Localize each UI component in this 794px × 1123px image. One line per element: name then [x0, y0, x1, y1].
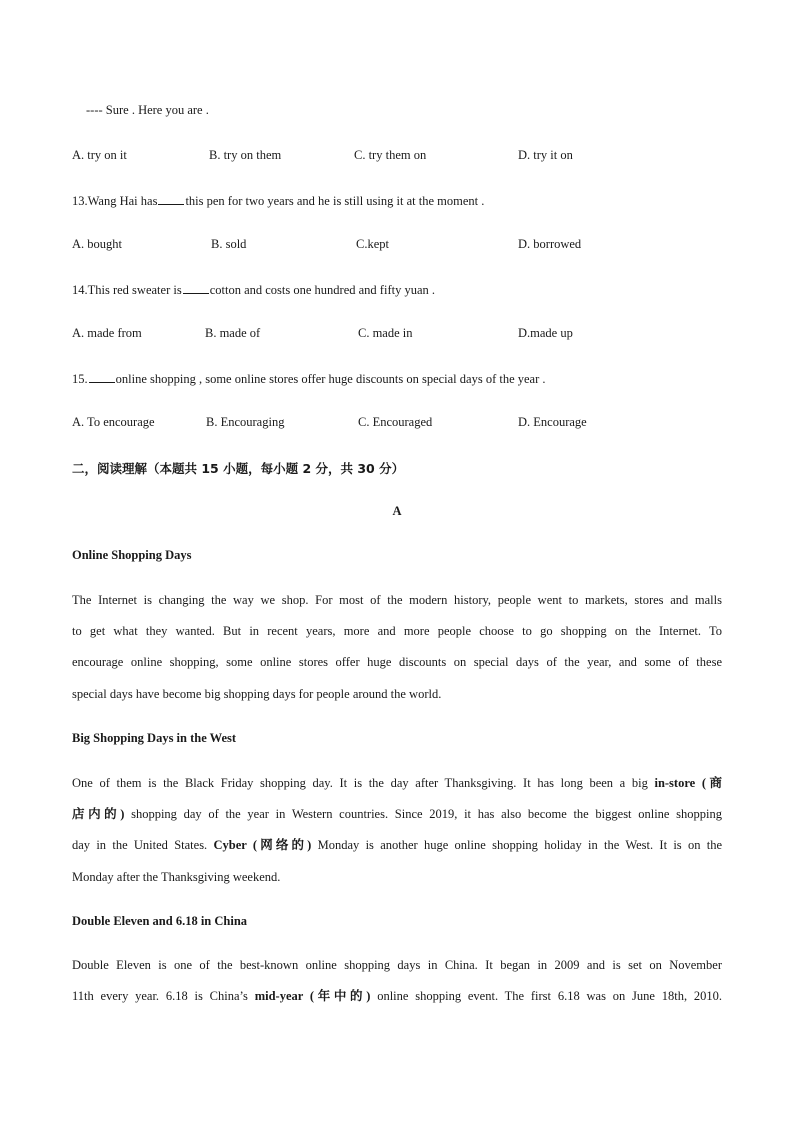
passage-letter: A [392, 504, 402, 518]
p2-l1-term: in-store (商 [654, 776, 722, 790]
paragraph-2 [72, 768, 722, 893]
q14-stem [72, 281, 435, 298]
section-heading: 二，阅读理解（本题共 15 小题，每小题 2 分，共 30 分） [72, 461, 405, 476]
q13-stem [72, 192, 484, 209]
paragraph-3-line [72, 981, 722, 1012]
paragraph-2-line: Monday after the Thanksgiving weekend. [72, 869, 281, 884]
paragraph-2-line [72, 768, 722, 799]
passage-title: Online Shopping Days [72, 548, 192, 562]
q15-option-d: D. Encourage [518, 415, 587, 429]
q13-prefix: 13.Wang Hai has [72, 194, 158, 208]
p3-l2-text-a: 11th every year. 6.18 is China’s [72, 989, 248, 1004]
p2-l3-term: Cyber (网络的) [213, 838, 312, 853]
p2-l3-text-b: Monday is another huge online shopping holiday in the West. It is on the [317, 838, 723, 853]
q13-option-c: C.kept [356, 237, 389, 251]
q13-option-d: D. borrowed [518, 237, 582, 251]
q15-option-b: B. Encouraging [206, 415, 285, 429]
q12-option-a: A. try on it [72, 148, 127, 162]
q15-option-a: A. To encourage [72, 415, 155, 429]
q14-option-c: C. made in [358, 326, 413, 340]
q12-dialogue: ---- Sure . Here you are . [86, 103, 209, 117]
q12-option-b: B. try on them [209, 148, 282, 162]
q14-option-b: B. made of [205, 326, 261, 340]
paragraph-1-line: to get what they wanted. But in recent years, more and more people choose to go shopping on the Internet. To [72, 624, 722, 639]
p3-l2-text-b: online shopping event. The first 6.18 was on June 18th, 2010. [377, 989, 723, 1004]
q15-suffix: online shopping , some online stores offer huge discounts on special days of the year . [115, 372, 546, 386]
paragraph-3 [72, 950, 722, 1012]
paragraph-2-line [72, 830, 722, 861]
q15-stem [72, 370, 546, 387]
q14-option-a: A. made from [72, 326, 142, 340]
q12-option-c: C. try them on [354, 148, 427, 162]
p2-l3-text-a: day in the United States. [72, 838, 208, 853]
p2-l2-term: 店内的) [72, 807, 125, 822]
paragraph-1 [72, 585, 722, 710]
paragraph-2-line [72, 799, 722, 830]
q15-option-c: C. Encouraged [358, 415, 433, 429]
q14-prefix: 14.This red sweater is [72, 283, 182, 297]
paragraph-3-line: Double Eleven is one of the best-known online shopping days in China. It began in 2009 and is set on November [72, 958, 722, 972]
p2-l1-text: One of them is the Black Friday shopping day. It is the day after Thanksgiving. It has long been a big [72, 776, 648, 790]
q15-blank [89, 370, 115, 383]
q13-option-b: B. sold [211, 237, 247, 251]
q14-option-d: D.made up [518, 326, 573, 340]
p3-l2-term: mid-year (年中的) [254, 989, 371, 1004]
subtitle-west: Big Shopping Days in the West [72, 731, 237, 745]
q14-suffix: cotton and costs one hundred and fifty yuan . [209, 283, 435, 297]
paragraph-1-line: encourage online shopping, some online stores offer huge discounts on special days of the year, and some of these [72, 655, 722, 670]
q13-blank [158, 192, 184, 205]
paragraph-1-line: The Internet is changing the way we shop. For most of the modern history, people went to markets, stores and malls [72, 593, 722, 607]
p2-l2-text: shopping day of the year in Western countries. Since 2019, it has also become the biggest online shopping [131, 807, 722, 822]
q13-option-a: A. bought [72, 237, 122, 251]
q14-blank [183, 281, 209, 294]
q13-suffix: this pen for two years and he is still using it at the moment . [185, 194, 485, 208]
subtitle-china: Double Eleven and 6.18 in China [72, 914, 248, 928]
q12-option-d: D. try it on [518, 148, 573, 162]
q15-prefix: 15. [72, 372, 88, 386]
paragraph-1-line: special days have become big shopping days for people around the world. [72, 686, 442, 701]
